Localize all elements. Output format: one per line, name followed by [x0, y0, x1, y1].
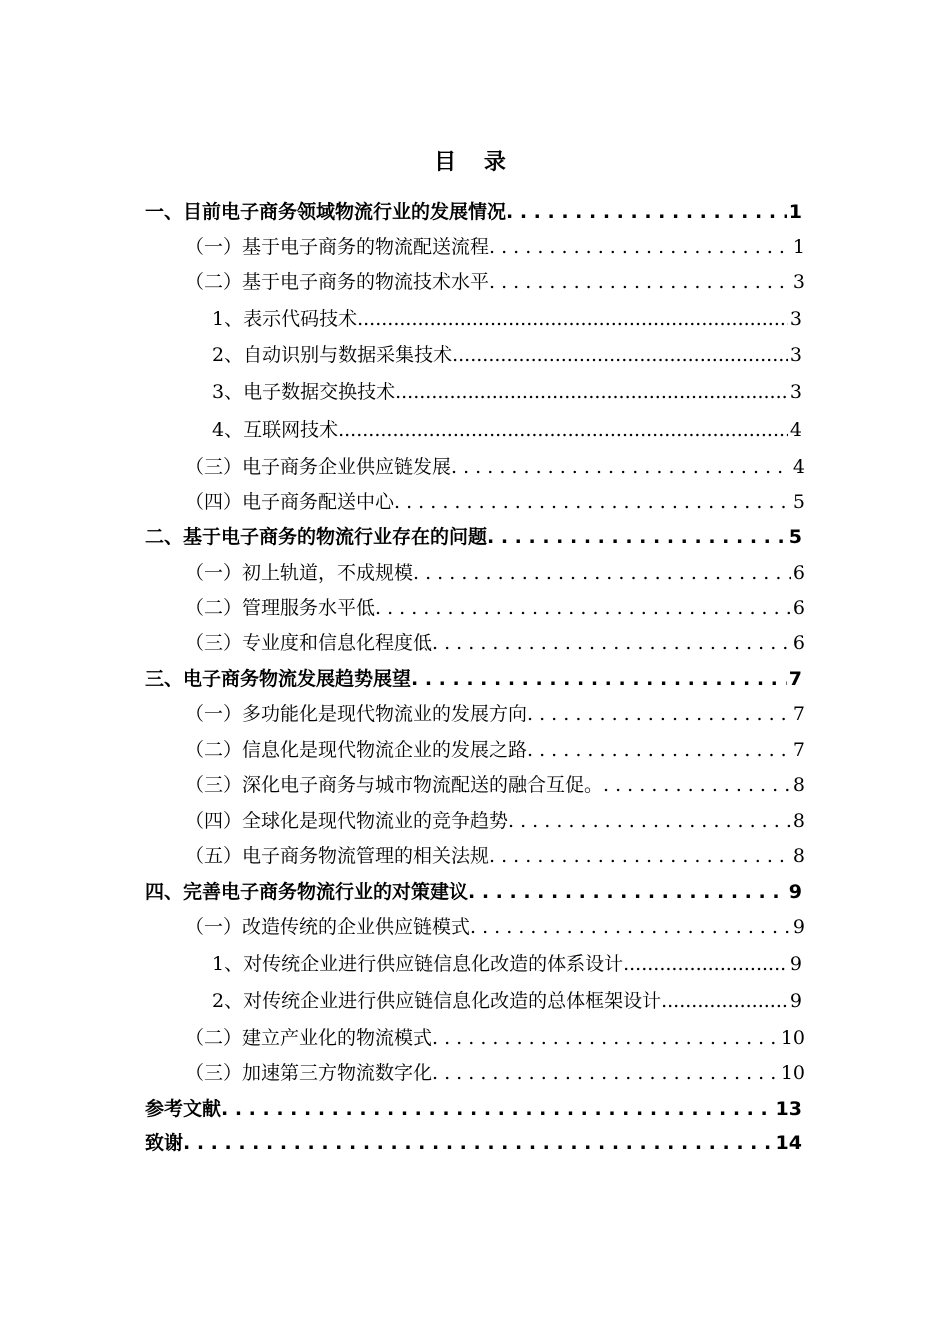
toc-entry-page: 3: [789, 381, 802, 403]
toc-entry[interactable]: [185, 595, 805, 621]
dot-leader: [470, 914, 791, 940]
toc-entry[interactable]: [145, 879, 802, 905]
toc-entry-label: （一）多功能化是现代物流业的发展方向: [185, 703, 528, 725]
toc-entry[interactable]: [145, 1096, 802, 1122]
dot-leader: [432, 1060, 779, 1086]
toc-entry-label: 参考文献: [145, 1098, 222, 1120]
toc-entry-label: （二）基于电子商务的物流技术水平: [185, 271, 490, 293]
toc-entry-page: 5: [792, 491, 805, 513]
toc-entry-label: （二）建立产业化的物流模式: [185, 1027, 433, 1049]
toc-entry-page: 7: [792, 703, 805, 725]
dot-leader: [452, 342, 788, 368]
dot-leader: [489, 234, 791, 260]
toc-entry-label: 四、完善电子商务物流行业的对策建议: [145, 881, 469, 903]
toc-entry-label: 2、对传统企业进行供应链信息化改造的总体框架设计: [212, 990, 662, 1012]
dot-leader: [357, 306, 788, 332]
toc-entry[interactable]: [185, 269, 805, 295]
toc-entry[interactable]: [185, 234, 805, 260]
toc-entry[interactable]: [212, 988, 802, 1014]
dot-leader: [623, 951, 788, 977]
toc-entry[interactable]: [145, 1130, 802, 1156]
toc-entry-label: 2、自动识别与数据采集技术: [212, 344, 453, 366]
toc-entry-label: 致谢: [145, 1132, 184, 1154]
toc-entry-label: （四）电子商务配送中心: [185, 491, 395, 513]
dot-leader: [338, 417, 788, 443]
toc-entry[interactable]: [185, 1060, 805, 1086]
toc-entry-label: （一）基于电子商务的物流配送流程: [185, 236, 490, 258]
toc-entry-page: 8: [792, 774, 805, 796]
toc-entry-page: 9: [789, 990, 802, 1012]
dot-leader: [221, 1096, 774, 1122]
toc-title: 目 录: [434, 150, 516, 175]
toc-entry[interactable]: [185, 772, 805, 798]
toc-entry[interactable]: [145, 666, 802, 692]
toc-entry-page: 9: [789, 953, 802, 975]
toc-entry[interactable]: [185, 808, 805, 834]
toc-entry-page: 6: [792, 597, 805, 619]
toc-entry[interactable]: [212, 342, 802, 368]
toc-entry-page: 4: [792, 456, 805, 478]
dot-leader: [489, 269, 791, 295]
toc-entry-page: 10: [780, 1027, 805, 1049]
toc-entry-label: （二）管理服务水平低: [185, 597, 376, 619]
toc-entry-page: 3: [789, 308, 802, 330]
toc-entry-page: 5: [788, 526, 802, 548]
toc-entry-page: 14: [775, 1132, 802, 1154]
dot-leader: [395, 379, 788, 405]
toc-entry[interactable]: [185, 914, 805, 940]
dot-leader: [413, 560, 791, 586]
toc-entry[interactable]: [185, 630, 805, 656]
toc-entry-label: （一）改造传统的企业供应链模式: [185, 916, 471, 938]
toc-entry-label: （三）电子商务企业供应链发展: [185, 456, 452, 478]
toc-entry-label: 3、电子数据交换技术: [212, 381, 396, 403]
toc-entry-page: 3: [789, 344, 802, 366]
toc-entry[interactable]: [185, 454, 805, 480]
toc-entry-page: 8: [792, 845, 805, 867]
dot-leader: [432, 1025, 779, 1051]
toc-entry[interactable]: [212, 379, 802, 405]
toc-entry-label: （五）电子商务物流管理的相关法规: [185, 845, 490, 867]
dot-leader: [527, 701, 791, 727]
toc-entry[interactable]: [185, 701, 805, 727]
dot-leader: [451, 454, 791, 480]
toc-entry-page: 1: [792, 236, 805, 258]
toc-entry-label: （三）专业度和信息化程度低: [185, 632, 433, 654]
toc-entry[interactable]: [212, 417, 802, 443]
toc-entry-label: 一、目前电子商务领域物流行业的发展情况: [145, 201, 507, 223]
toc-entry[interactable]: [212, 951, 802, 977]
toc-entry-page: 7: [792, 739, 805, 761]
dot-leader: [661, 988, 788, 1014]
toc-entry-label: （二）信息化是现代物流企业的发展之路: [185, 739, 528, 761]
toc-entry-label: 1、对传统企业进行供应链信息化改造的体系设计: [212, 953, 624, 975]
toc-entry-label: 三、电子商务物流发展趋势展望: [145, 668, 412, 690]
toc-entry-page: 9: [792, 916, 805, 938]
dot-leader: [508, 808, 791, 834]
toc-entry-page: 7: [788, 668, 802, 690]
toc-entry-page: 13: [775, 1098, 802, 1120]
toc-entry-page: 6: [792, 562, 805, 584]
toc-entry-page: 8: [792, 810, 805, 832]
toc-entry[interactable]: [145, 524, 802, 550]
toc-entry-page: 9: [788, 881, 802, 903]
toc-entry[interactable]: [212, 306, 802, 332]
toc-entry-page: 4: [789, 419, 802, 441]
toc-entry-label: （三）深化电子商务与城市物流配送的融合互促。: [185, 774, 604, 796]
toc-entry[interactable]: [185, 843, 805, 869]
dot-leader: [183, 1130, 774, 1156]
dot-leader: [506, 199, 787, 225]
toc-entry-page: 3: [792, 271, 805, 293]
dot-leader: [432, 630, 791, 656]
toc-entry-label: （四）全球化是现代物流业的竞争趋势: [185, 810, 509, 832]
toc-entry-label: （三）加速第三方物流数字化: [185, 1062, 433, 1084]
toc-entry[interactable]: [185, 489, 805, 515]
dot-leader: [603, 772, 791, 798]
dot-leader: [487, 524, 787, 550]
toc-entry-label: （一）初上轨道，不成规模: [185, 562, 414, 584]
toc-entry[interactable]: [185, 1025, 805, 1051]
dot-leader: [468, 879, 787, 905]
toc-entry-label: 4、互联网技术: [212, 419, 339, 441]
dot-leader: [394, 489, 791, 515]
toc-entry[interactable]: [185, 737, 805, 763]
toc-entry-page: 6: [792, 632, 805, 654]
toc-entry-page: 10: [780, 1062, 805, 1084]
toc-entry[interactable]: [185, 560, 805, 586]
dot-leader: [527, 737, 791, 763]
dot-leader: [489, 843, 791, 869]
dot-leader: [411, 666, 787, 692]
toc-entry-label: 1、表示代码技术: [212, 308, 358, 330]
toc-entry-page: 1: [788, 201, 802, 223]
dot-leader: [375, 595, 791, 621]
toc-entry[interactable]: [145, 199, 802, 225]
toc-entry-label: 二、基于电子商务的物流行业存在的问题: [145, 526, 488, 548]
